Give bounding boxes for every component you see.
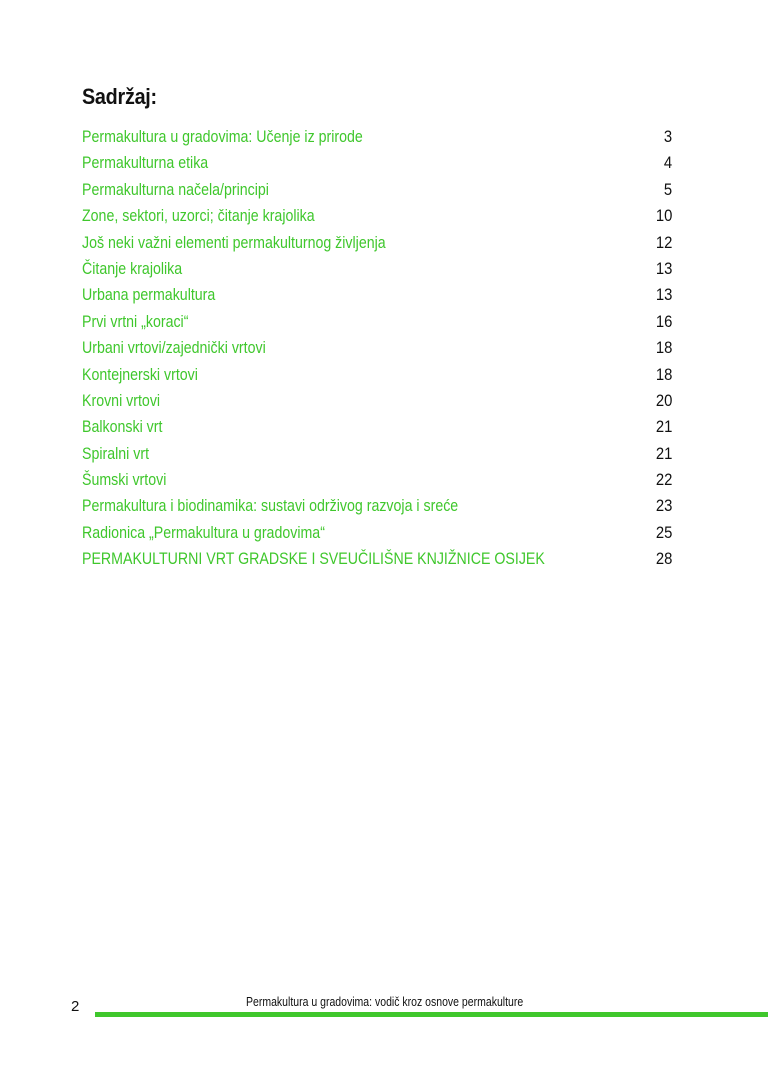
toc-entry-title[interactable]: Krovni vrtovi [82, 391, 161, 410]
footer-title: Permakultura u gradovima: vodič kroz osnove permakulture [246, 995, 524, 1009]
toc-entry-title[interactable]: Permakultura i biodinamika: sustavi održivog razvoja i sreće [82, 497, 459, 516]
toc-entry[interactable] [82, 256, 672, 282]
toc-entry-page-number: 21 [655, 418, 672, 437]
toc-entry-page-number: 25 [655, 523, 672, 542]
toc-entry-page-number: 4 [663, 154, 672, 173]
toc-entry-title[interactable]: Radionica „Permakultura u gradovima“ [82, 523, 325, 542]
toc-entry[interactable] [82, 309, 672, 335]
toc-entry-page-number: 16 [655, 312, 672, 331]
toc-entry[interactable] [82, 467, 672, 493]
toc-entry-page-number: 20 [655, 391, 672, 410]
footer-page-number: 2 [71, 998, 80, 1015]
toc-entry-title[interactable]: Prvi vrtni „koraci“ [82, 312, 189, 331]
toc-entry-title[interactable]: Kontejnerski vrtovi [82, 365, 198, 384]
toc-entry[interactable] [82, 150, 672, 176]
toc-entry-page-number: 23 [655, 497, 672, 516]
toc-entry-page-number: 28 [655, 550, 672, 569]
toc-entry[interactable] [82, 230, 672, 256]
toc-entry[interactable] [82, 203, 672, 229]
toc-entry-title[interactable]: Permakultura u gradovima: Učenje iz prirode [82, 128, 363, 146]
toc-entry[interactable] [82, 441, 672, 467]
toc-entry-title[interactable]: PERMAKULTURNI VRT GRADSKE I SVEUČILIŠNE KNJIŽNICE OSIJEK [82, 550, 545, 569]
toc-entry-title[interactable]: Šumski vrtovi [82, 471, 167, 490]
toc-list [82, 124, 672, 573]
toc-entry-page-number: 21 [655, 444, 672, 463]
toc-entry-page-number: 22 [655, 471, 672, 490]
toc-entry[interactable] [82, 362, 672, 388]
toc-entry-title[interactable]: Urbani vrtovi/zajednički vrtovi [82, 339, 266, 358]
toc-entry[interactable] [82, 546, 672, 572]
toc-entry[interactable] [82, 493, 672, 519]
toc-entry[interactable] [82, 520, 672, 546]
toc-entry-page-number: 10 [655, 207, 672, 226]
toc-entry-page-number: 5 [663, 180, 672, 199]
toc-entry-title[interactable]: Čitanje krajolika [82, 259, 183, 278]
toc-entry[interactable] [82, 335, 672, 361]
toc-entry[interactable] [82, 177, 672, 203]
toc-entry-page-number: 13 [655, 286, 672, 305]
toc-entry-page-number: 3 [663, 128, 672, 146]
toc-entry-title[interactable]: Urbana permakultura [82, 286, 216, 305]
toc-entry-page-number: 18 [655, 339, 672, 358]
toc-entry-title[interactable]: Permakulturna načela/principi [82, 180, 269, 199]
footer-rule [95, 1012, 768, 1017]
toc-entry[interactable] [82, 124, 672, 150]
toc-entry-title[interactable]: Spiralni vrt [82, 444, 150, 463]
toc-entry-page-number: 13 [655, 259, 672, 278]
toc-entry-page-number: 18 [655, 365, 672, 384]
toc-entry[interactable] [82, 414, 672, 440]
toc-entry-title[interactable]: Zone, sektori, uzorci; čitanje krajolika [82, 207, 315, 226]
toc-entry[interactable] [82, 388, 672, 414]
toc-entry-title[interactable]: Još neki važni elementi permakulturnog življenja [82, 233, 386, 252]
toc-entry-page-number: 12 [655, 233, 672, 252]
toc-entry[interactable] [82, 282, 672, 308]
toc-entry-title[interactable]: Permakulturna etika [82, 154, 209, 173]
toc-entry-title[interactable]: Balkonski vrt [82, 418, 163, 437]
toc-heading: Sadržaj: [82, 84, 157, 109]
